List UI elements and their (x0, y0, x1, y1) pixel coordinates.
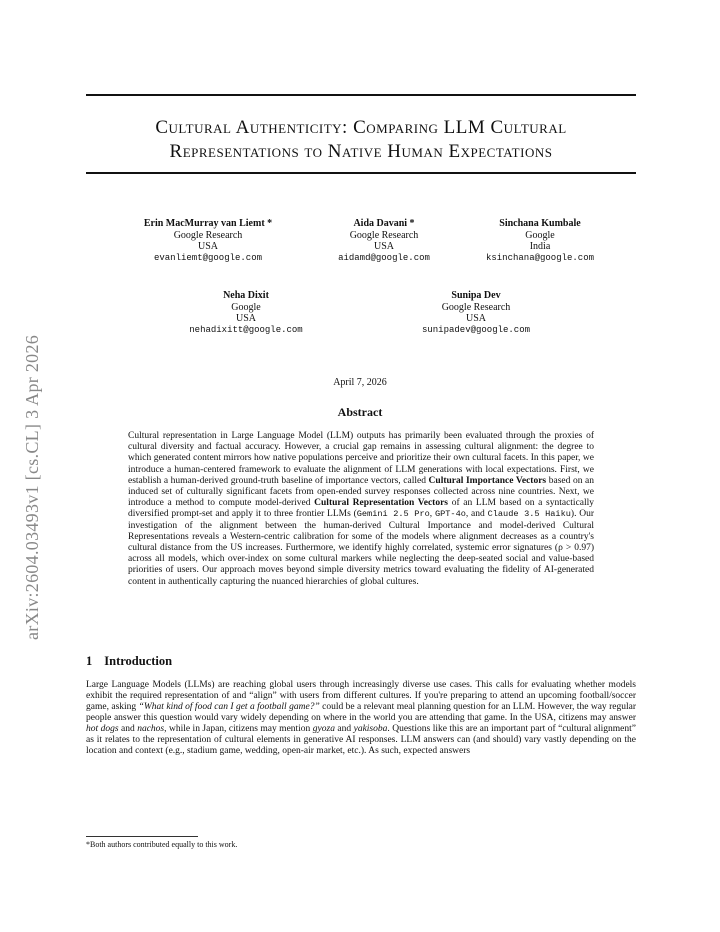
section-heading (86, 654, 172, 669)
abstract-body: Cultural representation in Large Language Model (LLM) outputs has primarily been evaluated through the proxies of cultural diversity and factual accuracy. However, a crucial gap remains in assessing cultural alignment: the degree to which generated content mirrors how native populations perceive and prioritize their own cultural facets. In this paper, we introduce a human-centered framework to evaluate the alignment of LLM generations with local expectations. First, we establish a human-derived ground-truth baseline of importance vectors, called Cultural Importance Vectors based on an induced set of culturally significant facets from open-ended survey responses collected across nine countries. Next, we introduce a method to compute model-derived Cultural Representation Vectors of an LLM based on a syntactically diversified prompt-set and apply it to three frontier LLMs (Gemini 2.5 Pro, GPT-4o, and Claude 3.5 Haiku). Our investigation of the alignment between the human-derived Cultural Importance and model-derived Cultural Representations reveals a Western-centric calibration for some of the models where alignment decreases as a country's cultural distance from the US increases. Furthermore, we identify highly correlated, systemic error signatures (ρ > 0.97) across all models, which over-index on some cultural markers while neglecting the deep-seated social and value-based priorities of users. Our approach moves beyond simple diversity metrics toward evaluating the fidelity of AI-generated content in authentically capturing the nuanced hierarchies of global cultures. (128, 431, 595, 587)
intro-italic: nachos (137, 724, 165, 734)
title-line-2: Representations to Native Human Expectations (169, 141, 553, 162)
intro-text: could be a relevant meal planning question for an LLM. However, the way regular people answer this question would vary widely depending on where in the world you are attending that game. In the USA, citizens may answer (86, 702, 636, 723)
author-name: Neha Dixit (223, 290, 269, 301)
intro-italic: “What kind of food can I get a football game?” (138, 702, 320, 712)
intro-italic: gyoza (312, 724, 335, 734)
author-country: USA (373, 241, 394, 252)
section-title: Introduction (104, 654, 173, 668)
model-name: Claude 3.5 Haiku (487, 509, 571, 520)
intro-text: , while in Japan, citizens may mention (164, 724, 313, 734)
author-email[interactable]: evanliemt@google.com (153, 252, 263, 263)
abstract-text: ). Our investigation of the alignment between the human-derived Cultural Importance and model-derived Cultural Representations reveals a Western-centric calibration for some of the models where alignment decreases as a country's cultural distance from the US increases. Furthermore, we identify highly correlated, systemic error signatures (ρ > 0.97) across all models, which over-index on some cultural markers while neglecting the deep-seated social and value-based priorities of users. Our approach moves beyond simple diversity metrics toward evaluating the fidelity of AI-generated content in authentically capturing the nuanced hierarchies of global cultures. (128, 509, 595, 587)
intro-italic: hot dogs (86, 724, 119, 734)
author-country: India (529, 241, 551, 252)
author-email[interactable]: nehadixitt@google.com (189, 324, 303, 335)
author-country: USA (197, 241, 218, 252)
author-affiliation: Google Research (441, 301, 511, 313)
intro-text: and (118, 724, 138, 734)
title-bottom-rule (86, 172, 636, 174)
author-block (108, 218, 308, 264)
author-affiliation: Google Research (173, 229, 243, 241)
author-name: Sinchana Kumbale (499, 218, 581, 229)
abstract-text: Cultural representation in Large Language Model (LLM) outputs has primarily been evaluated through the proxies of cultural diversity and factual accuracy. However, a crucial gap remains in assessing cultural alignment: the degree to which generated content mirrors how native populations perceive and prioritize their own cultural facets. In this paper, we introduce a human-centered framework to evaluate the alignment of LLM generations with local expectations. First, we establish a human-derived ground-truth baseline of importance vectors, called (128, 431, 594, 486)
author-block (146, 290, 346, 336)
footnote-rule (86, 836, 198, 837)
intro-italic: yakisoba (353, 724, 388, 734)
arxiv-stamp: arXiv:2604.03493v1 [cs.CL] 3 Apr 2026 (22, 334, 42, 640)
author-block (376, 290, 576, 336)
author-name: Erin MacMurray van Liemt * (143, 218, 273, 229)
intro-text: and (334, 724, 354, 734)
abstract-text: of an LLM based on a syntactically diversified prompt-set and apply it to three frontier LLMs ( (128, 498, 595, 520)
publication-date: April 7, 2026 (333, 377, 387, 388)
title-line-1: Cultural Authenticity: Comparing LLM Cultural (155, 117, 567, 138)
abstract-bold-term: Cultural Representation Vectors (314, 498, 448, 509)
intro-paragraph (86, 680, 636, 757)
abstract-text: based on an induced set of culturally significant facets from open-ended survey responses collected across nine countries. Next, we introduce a method to compute model-derived (128, 475, 595, 509)
abstract-heading: Abstract (337, 405, 383, 419)
author-email[interactable]: sunipadev@google.com (421, 324, 531, 335)
title-top-rule (86, 94, 636, 96)
author-email[interactable]: ksinchana@google.com (485, 252, 595, 263)
author-affiliation: Google (231, 301, 261, 313)
intro-text: Large Language Models (LLMs) are reaching global users through increasingly diverse use cases. This calls for evaluating whether models exhibit the required representation of and “align” with users from different cultures. If you're preparing to attend an upcoming football/soccer game, asking (86, 680, 636, 712)
abstract-bold-term: Cultural Importance Vectors (428, 475, 547, 486)
author-block (440, 218, 640, 264)
footnote: *Both authors contributed equally to this work. (86, 840, 238, 849)
model-name: GPT-4o (434, 509, 466, 520)
author-country: USA (465, 313, 486, 324)
author-email[interactable]: aidamd@google.com (338, 252, 430, 263)
author-affiliation: Google (525, 229, 555, 241)
intro-text: . Questions like this are an important part of “cultural alignment” as it relates to the representation of cultural elements in generative AI responses. LLM answers can (and should) vary vastly depending on the location and context (e.g., stadium game, wedding, open-air market, etc.). As such, expected answers (86, 724, 637, 756)
section-number: 1 (86, 654, 93, 668)
author-affiliation: Google Research (349, 229, 419, 241)
author-name: Aida Davani * (353, 218, 415, 229)
model-name: Gemini 2.5 Pro (356, 509, 430, 520)
author-name: Sunipa Dev (451, 290, 501, 301)
author-country: USA (235, 313, 256, 324)
paper-title (86, 116, 636, 164)
